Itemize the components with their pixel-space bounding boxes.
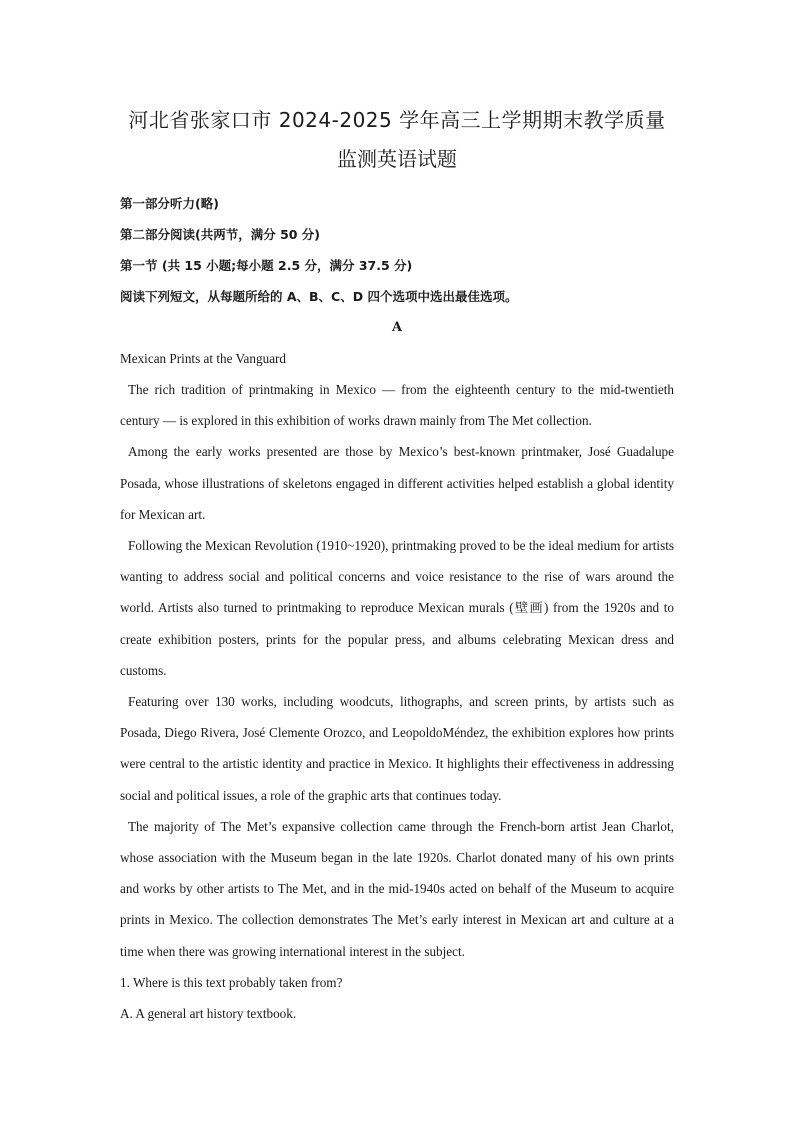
page-title: 河北省张家口市 2024-2025 学年高三上学期期末教学质量 [128,108,666,132]
instruction-text: 阅读下列短文，从每题所给的 A、B、C、D 四个选项中选出最佳选项。 [120,289,518,304]
paragraph: The majority of The Met’s expansive collection came through the French-born artist Jean Charlot, whose association with the Museum began in the late 1920s. Charlot donated many of his own prints and works by other artists to The Met, and in the mid-1940s acted on behalf of the Museum to acquire prints in Mexico. The collection demonstrates The Met’s early interest in Mexican art and culture at a time when there was growing international interest in the subject. [120,818,674,959]
passage-title: Mexican Prints at the Vanguard [120,351,287,366]
exam-page [120,100,674,1029]
part1-heading: 第一部分听力(略) [120,196,219,211]
passage-letter: A [391,320,403,335]
section1-heading: 第一节 (共 15 小题;每小题 2.5 分，满分 37.5 分) [120,258,413,273]
paragraph: Featuring over 130 works, including woodcuts, lithographs, and screen prints, by artists such as Posada, Diego Rivera, José Clemente Orozco, and LeopoldoMéndez, the exhibition explores how prints were central to the artistic identity and practice in Mexico. It highlights their effectiveness in addressing social and political issues, a role of the graphic arts that continues today. [120,694,674,803]
part2-heading: 第二部分阅读(共两节，满分 50 分) [120,227,321,242]
page-title-continued: 监测英语试题 [337,147,457,171]
paragraph: Among the early works presented are those by Mexico’s best-known printmaker, José Guadalupe Posada, whose illustrations of skeletons engaged in different activities helped establish a global identity for Mexican art. [120,444,674,522]
paragraph: Following the Mexican Revolution (1910~1920), printmaking proved to be the ideal medium for artists wanting to address social and political concerns and voice resistance to the rise of wars around the world. Artists also turned to printmaking to reproduce Mexican murals (壁画) from the 1920s and to create exhibition posters, prints for the popular press, and albums celebrating Mexican dress and customs. [120,538,674,678]
question-1: 1. Where is this text probably taken from? [120,974,343,990]
question-1-option-a: A. A general art history textbook. [120,1006,297,1022]
paragraph: The rich tradition of printmaking in Mexico — from the eighteenth century to the mid-twentieth century — is explored in this exhibition of works drawn mainly from The Met collection. [120,382,674,429]
